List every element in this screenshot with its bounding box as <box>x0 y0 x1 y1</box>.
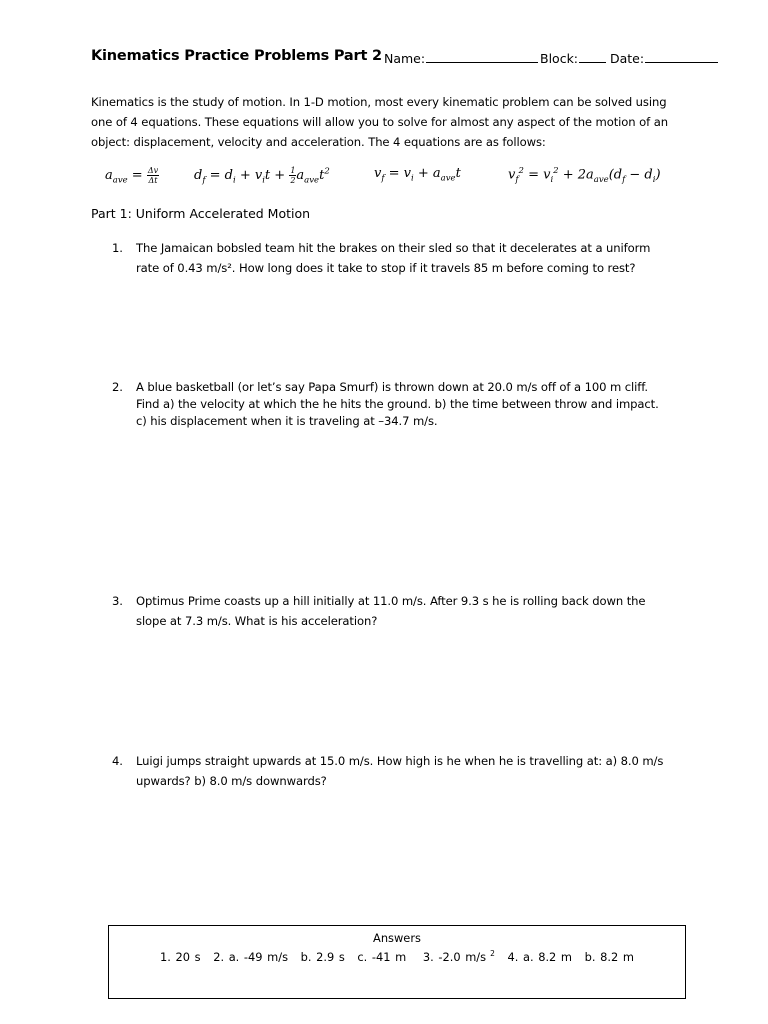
answer-item: c. -41 m <box>357 949 407 964</box>
question-number: 2. <box>112 380 123 394</box>
part-1-heading: Part 1: Uniform Accelerated Motion <box>91 206 311 221</box>
answer-item: 3. -2.0 m/s <box>422 949 487 964</box>
name-label: Name: <box>384 51 426 66</box>
answer-item: 4. a. 8.2 m <box>507 949 573 964</box>
question-text: A blue basketball (or let’s say Papa Smurf) is thrown down at 20.0 m/s off of a 100 m cliff. Find a) the velocity at which the he hits the ground. b) the time between throw and impact. c) his displacement when it is traveling at –34.7 m/s. <box>136 380 659 428</box>
date-field <box>610 50 718 66</box>
answer-item-3-wrap: 3. -2.0 m/s $^2$ <box>422 949 495 964</box>
name-field <box>384 50 538 66</box>
intro-paragraph: Kinematics is the study of motion. In 1-D motion, most every kinematic problem can be solved using one of 4 equations. These equations will allow you to solve for almost any aspect of the motion of an object: displacement, velocity and acceleration. The 4 equations are as follows: <box>91 95 668 149</box>
block-blank <box>579 50 606 63</box>
equation-final-velocity: $v_f = v_i + a_{ave}t$ <box>374 166 461 184</box>
equation-velocity-squared: $v_f^2 = v_i^2 + 2a_{ave}(d_f - d_i)$ <box>508 166 661 185</box>
date-blank <box>645 50 718 63</box>
question-text: Luigi jumps straight upwards at 15.0 m/s. How high is he when he is travelling at: a) 8.0 m/s upwards? b) 8.0 m/s downwards? <box>136 754 664 788</box>
answer-item: b. 2.9 s <box>300 949 345 964</box>
block-field <box>540 50 606 66</box>
question-number: 1. <box>112 241 123 255</box>
question-number: 3. <box>112 594 123 608</box>
answers-list <box>109 949 685 964</box>
answer-item: b. 8.2 m <box>584 949 634 964</box>
block-label: Block: <box>540 51 579 66</box>
date-label: Date: <box>610 51 645 66</box>
equation-displacement: $d_f = d_i + v_it$ + $\frac{1}{2}$ $a_{ave}t^2$ <box>194 166 330 186</box>
question-text: The Jamaican bobsled team hit the brakes on their sled so that it decelerates at a uniform rate of 0.43 m/s². How long does it take to stop if it travels 85 m before coming to rest? <box>136 241 651 275</box>
answer-item: 1. 20 s <box>160 949 201 964</box>
answer-item: 2. a. -49 m/s <box>213 949 289 964</box>
answers-heading: Answers <box>373 931 421 945</box>
page-title: Kinematics Practice Problems Part 2 <box>91 48 382 64</box>
answers-box <box>108 925 686 999</box>
question-text: Optimus Prime coasts up a hill initially at 11.0 m/s. After 9.3 s he is rolling back down the slope at 7.3 m/s. What is his acceleration? <box>136 594 646 628</box>
question-number: 4. <box>112 754 123 768</box>
name-blank <box>426 50 538 63</box>
equation-average-acceleration: $a_{ave}$ = $\frac{\Delta v}{\Delta t}$ <box>105 166 159 186</box>
